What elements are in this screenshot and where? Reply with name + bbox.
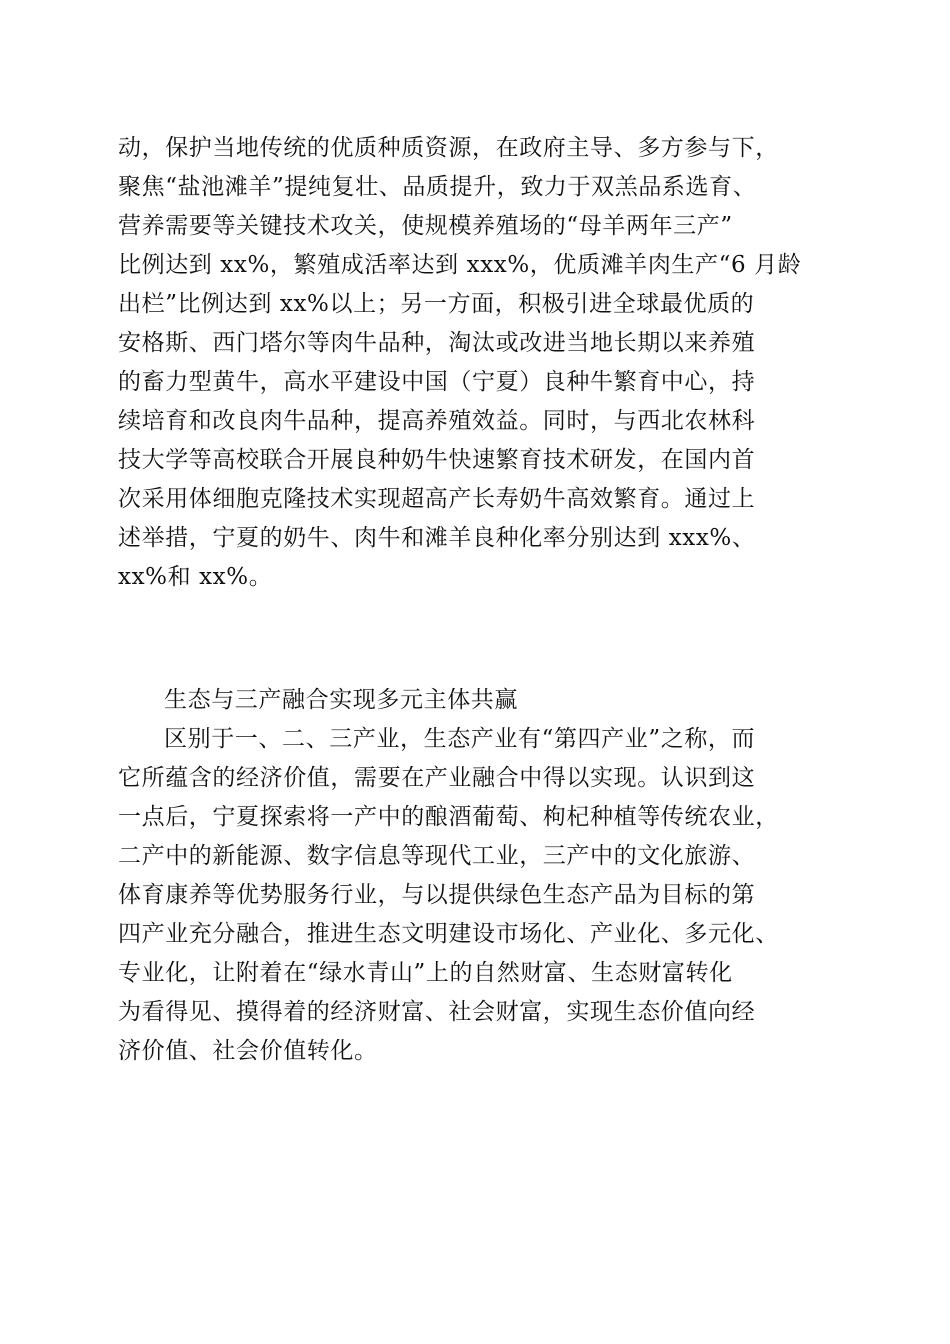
paragraph-line: 区别于一、二、三产业，生态产业有“第四产业”之称，而 [164,726,756,752]
paragraph-line: 安格斯、西门塔尔等肉牛品种，淘汰或改进当地长期以来养殖 [118,330,756,356]
section-ecology [118,681,828,1071]
paragraph-breeding [118,129,828,597]
paragraph-line: 一点后，宁夏探索将一产中的酿酒葡萄、枸杞种植等传统农业， [118,804,779,830]
paragraph-line: 的畜力型黄牛，高水平建设中国（宁夏）良种牛繁育中心，持 [118,369,756,395]
paragraph-line: 述举措，宁夏的奶牛、肉牛和滩羊良种化率分别达到 xxx%、 [118,525,756,551]
paragraph-line: 为看得见、摸得着的经济财富、社会财富，实现生态价值向经 [118,999,756,1025]
paragraph-line: 营养需要等关键技术攻关，使规模养殖场的“母羊两年三产” [118,213,733,239]
paragraph-line: 济价值、社会价值转化。 [118,1038,378,1064]
paragraph-line: 动，保护当地传统的优质种质资源，在政府主导、多方参与下， [118,135,779,161]
paragraph-line: 它所蕴含的经济价值，需要在产业融合中得以实现。认识到这 [118,765,756,791]
paragraph-line: xx%和 xx%。 [118,564,273,590]
paragraph-line: 技大学等高校联合开展良种奶牛快速繁育技术研发，在国内首 [118,447,756,473]
paragraph-line: 出栏”比例达到 xx%以上；另一方面，积极引进全球最优质的 [118,291,755,317]
paragraph-line: 次采用体细胞克隆技术实现超高产长寿奶牛高效繁育。通过上 [118,486,756,512]
paragraph-line: 比例达到 xx%，繁殖成活率达到 xxx%，优质滩羊肉生产“6 月龄 [118,252,802,278]
section-heading: 生态与三产融合实现多元主体共赢 [164,687,518,713]
paragraph-line: 体育康养等优势服务行业，与以提供绿色生态产品为目标的第 [118,882,756,908]
paragraph-line: 专业化，让附着在“绿水青山”上的自然财富、生态财富转化 [118,960,733,986]
paragraph-line: 二产中的新能源、数字信息等现代工业，三产中的文化旅游、 [118,843,756,869]
paragraph-line: 续培育和改良肉牛品种，提高养殖效益。同时，与西北农林科 [118,408,756,434]
paragraph-line: 聚焦“盐池滩羊”提纯复壮、品质提升，致力于双羔品系选育、 [118,174,757,200]
paragraph-line: 四产业充分融合，推进生态文明建设市场化、产业化、多元化、 [118,921,779,947]
